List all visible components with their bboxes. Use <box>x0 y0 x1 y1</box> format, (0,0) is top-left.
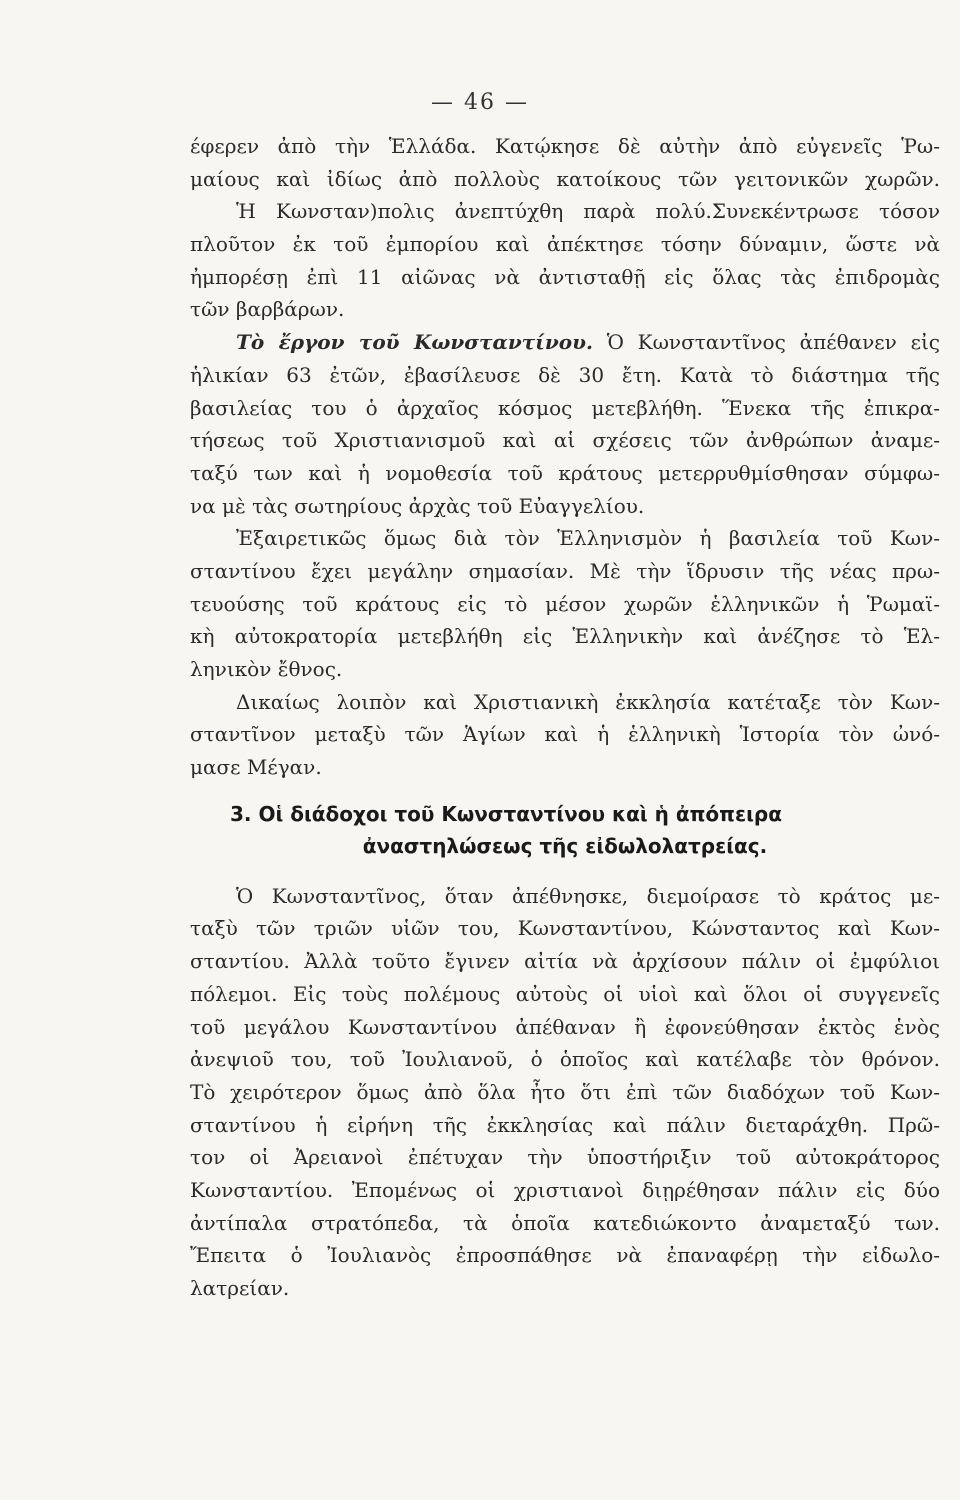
text-line: Τὸ χειρότερον ὅμως ἀπὸ ὅλα ἦτο ὅτι ἐπὶ τῶν διαδόχων τοῦ Κων- <box>190 1079 940 1104</box>
text-line: μασε Μέγαν. <box>190 755 322 780</box>
text-line: Ὁ Κωνσταντῖνος, ὅταν ἀπέθνησκε, διεμοίρασε τὸ κράτος με- <box>236 883 940 908</box>
text-line: σταντίου. Ἀλλὰ τοῦτο ἔγινεν αἰτία νὰ ἀρχίσουν πάλιν οἱ ἐμφύλιοι <box>190 949 940 974</box>
heading-line: 3. Οἱ διάδοχοι τοῦ Κωνσταντίνου καὶ ἡ ἀπόπειρα <box>230 801 782 826</box>
page-number: — 46 — <box>431 90 529 115</box>
text-line: σταντίνου ἔχει μεγάλην σημασίαν. Μὲ τὴν ἵδρυσιν τῆς νέας πρω- <box>190 558 940 583</box>
text-line: Δικαίως λοιπὸν καὶ Χριστιανικὴ ἐκκλησία κατέταξε τὸν Κων- <box>236 689 940 714</box>
text-line: ληνικὸν ἔθνος. <box>190 657 343 681</box>
text-line: τήσεως τοῦ Χριστιανισμοῦ καὶ αἱ σχέσεις τῶν ἀνθρώπων ἀναμε- <box>190 428 940 453</box>
text-line: μαίους καὶ ἰδίως ἀπὸ πολλοὺς κατοίκους τῶν γειτονικῶν χωρῶν. <box>190 166 940 191</box>
text-line: ἠμπορέσῃ ἐπὶ 11 αἰῶνας νὰ ἀντισταθῇ εἰς ὅλας τὰς ἐπιδρομὰς <box>190 264 940 289</box>
text-line: κὴ αὐτοκρατορία μετεβλήθη εἰς Ἑλληνικὴν καὶ ἀνέζησε τὸ Ἑλ- <box>190 624 940 649</box>
text-line: ταξὺ τῶν τριῶν υἱῶν του, Κωνσταντίνου, Κώνσταντος καὶ Κων- <box>190 916 940 941</box>
text-line: πόλεμοι. Εἰς τοὺς πολέμους αὐτοὺς οἱ υἱοὶ καὶ ὅλοι οἱ συγγενεῖς <box>190 981 940 1006</box>
heading-line: ἀναστηλώσεως τῆς εἰδωλολατρείας. <box>362 833 768 858</box>
text-line: Ἐξαιρετικῶς ὅμως διὰ τὸν Ἑλληνισμὸν ἡ βασιλεία τοῦ Κων- <box>236 526 940 551</box>
text-line: βασιλείας του ὁ ἀρχαῖος κόσμος μετεβλήθη. Ἕνεκα τῆς ἐπικρα- <box>190 395 940 420</box>
text-line: Ἔπειτα ὁ Ἰουλιανὸς ἐπροσπάθησε νὰ ἐπαναφέρῃ τὴν εἰδωλο- <box>190 1243 940 1268</box>
text-line: ταξύ των καὶ ἡ νομοθεσία τοῦ κράτους μετερρυθμίσθησαν σύμφω- <box>190 460 940 485</box>
text-line <box>190 326 940 359</box>
page-body <box>190 130 940 1305</box>
text-line: πλοῦτον ἐκ τοῦ ἐμπορίου καὶ ἀπέκτησε τόσην δύναμιν, ὥστε νὰ <box>190 232 940 257</box>
text-span: Ὁ Κωνσταντῖνος ἀπέθανεν εἰς <box>592 330 940 355</box>
text-line: έφερεν ἀπὸ τὴν Ἑλλάδα. Κατῴκησε δὲ αὐτὴν ἀπὸ εὐγενεῖς Ῥω- <box>190 134 940 158</box>
text-line: να μὲ τὰς σωτηρίους ἀρχὰς τοῦ Εὐαγγελίου. <box>190 493 645 518</box>
text-line: τῶν βαρβάρων. <box>190 297 345 322</box>
text-line: Κωνσταντίου. Ἐπομένως οἱ χριστιανοὶ διῃρέθησαν πάλιν εἰς δύο <box>190 1177 940 1202</box>
text-line: ἀνεψιοῦ του, τοῦ Ἰουλιανοῦ, ὁ ὁποῖος καὶ κατέλαβε τὸν θρόνον. <box>190 1047 940 1072</box>
text-line: τευούσης τοῦ κράτους εἰς τὸ μέσον χωρῶν ἑλληνικῶν ἡ Ῥωμαϊ- <box>190 591 940 616</box>
text-line: λατρείαν. <box>190 1276 290 1300</box>
text-line: σταντῖνον μεταξὺ τῶν Ἁγίων καὶ ἡ ἑλληνικὴ Ἱστορία τὸν ὠνό- <box>190 722 940 747</box>
text-line: τοῦ μεγάλου Κωνσταντίνου ἀπέθαναν ἢ ἐφονεύθησαν ἐκτὸς ἑνὸς <box>190 1014 940 1039</box>
text-line: σταντίνου ἡ εἰρήνη τῆς ἐκκλησίας καὶ πάλιν διεταράχθη. Πρῶ- <box>190 1112 940 1137</box>
text-line: ἡλικίαν 63 ἐτῶν, ἐβασίλευσε δὲ 30 ἔτη. Κατὰ τὸ διάστημα τῆς <box>190 362 940 387</box>
text-line: τον οἱ Ἀρειανοὶ ἐπέτυχαν τὴν ὑποστήριξιν τοῦ αὐτοκράτορος <box>190 1145 940 1170</box>
text-line: Ἡ Κωνσταν)πολις ἀνεπτύχθη παρὰ πολύ.Συνεκέντρωσε τόσον <box>236 199 940 224</box>
section-title-inline: Τὸ ἔργον τοῦ Κωνσταντίνου. <box>236 330 593 355</box>
section-heading <box>190 798 940 862</box>
text-line: ἀντίπαλα στρατόπεδα, τὰ ὁποῖα κατεδιώκοντο ἀναμεταξύ των. <box>190 1210 940 1235</box>
